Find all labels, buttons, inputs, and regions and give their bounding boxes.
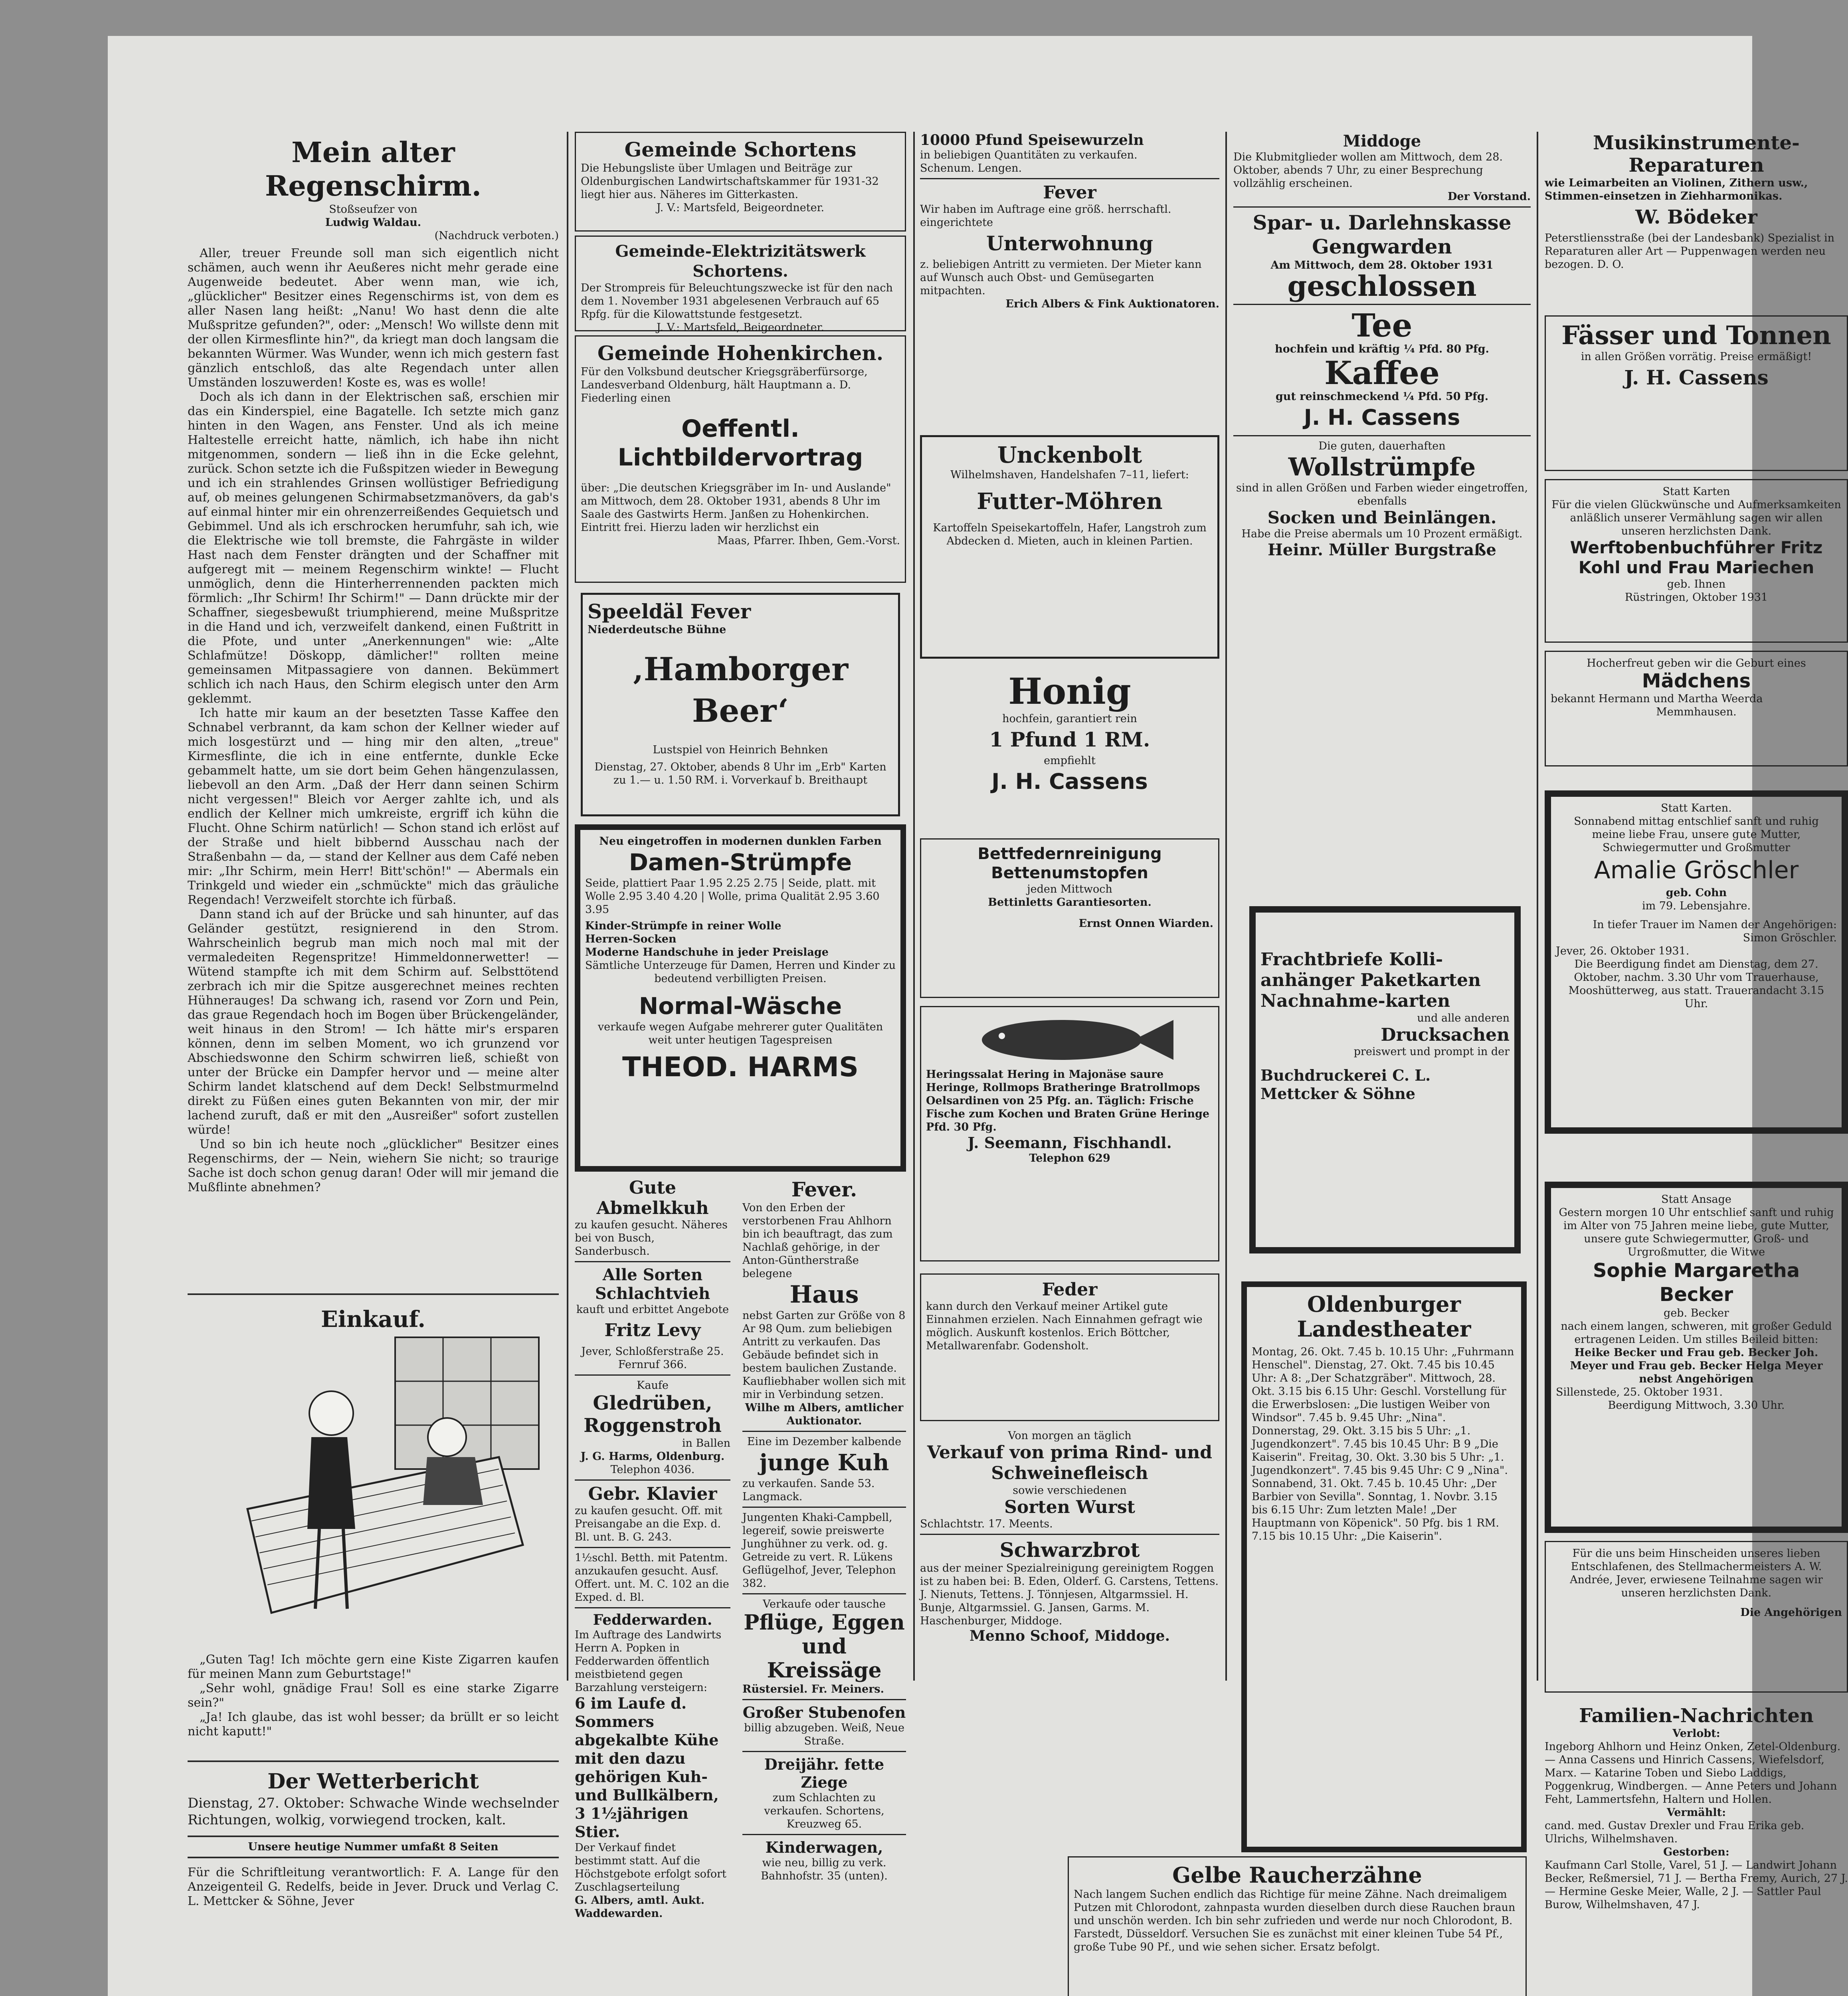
familien-nachrichten: [1545, 1705, 1848, 1911]
ad-title: Musikinstrumente-Reparaturen: [1593, 132, 1800, 176]
ad-text: Die Klubmitglieder wollen am Mittwoch, dem 28. Oktober, abends 7 Uhr, zu einer Besprechung vollzählig erscheinen.: [1233, 151, 1503, 190]
cartoon-illustration: [188, 1337, 559, 1649]
small-ads-column-2a: [575, 1178, 730, 1920]
ad-text: Die Hebungsliste über Umlagen und Beiträge zur Oldenburgischen Landwirtschaftskammer für 1931-32 liegt hier aus. Näheres im Gitterkasten.: [581, 162, 879, 201]
article-note: (Nachdruck verboten.): [434, 230, 559, 242]
weather-text: Dienstag, 27. Oktober: Schwache Winde wechselnder Richtungen, wolkig, vorwiegend trocken, kalt.: [188, 1795, 559, 1828]
cartoon-caption: „Ja! Ich glaube, das ist wohl besser; da brüllt er so leicht nicht kaputt!": [188, 1710, 559, 1739]
ad-todesanzeige-becker: [1545, 1182, 1848, 1533]
ad-title: Fever: [1043, 182, 1096, 203]
ad-text: gut reinschmeckend ¼ Pfd. 50 Pfg.: [1275, 390, 1489, 403]
ad-firm-name: J. H. Cassens: [1624, 366, 1769, 389]
ad-raucherzaehne: [1068, 1856, 1527, 1996]
section-text: Ingeborg Ahlhorn und Heinz Onken, Zetel-Oldenburg. — Anna Cassens und Hinrich Cassens, Wiefelsdorf, Marx. — Katarine Toben und Siebo Laddigs, Poggenkrug, Windbergen. — Anne Peters und Johann Feht, Lammertsfehn, Haltern und Hollen.: [1545, 1741, 1841, 1806]
ad-text: Jungenten Khaki-Campbell, legereif, sowie preiswerte Junghühner zu verk. od. g. Getreide zu vert. R. Lükens Geflügelhof, Jever, Telephon 382.: [742, 1511, 896, 1590]
ad-text: nach einem langen, schweren, mit großer Geduld ertragenen Leiden. Um stilles Beileid bitten:: [1561, 1320, 1832, 1346]
ad-signature: G. Albers, amtl. Aukt. Waddewarden.: [575, 1894, 705, 1920]
ad-headline: Werftobenbuchführer Fritz Kohl und Frau Mariechen: [1570, 538, 1823, 577]
ad-text: Nach langem Suchen endlich das Richtige für meine Zähne. Nach dreimaligem Putzen mit Chlorodont, zahnpasta wurden dieselben durch diese Rauchen braun und unschön werden. Ich bin sehr zufrieden und werde nur noch Chlorodont, B. Farstedt, Düsseldorf. Versuchen Sie es zunächst mit einer kleinen Tube 54 Pf., große Tube 90 Pf., und wie sehen sicher. Ersatz befolgt.: [1074, 1888, 1516, 1953]
ad-headline: Wollstrümpfe: [1288, 452, 1476, 481]
ad-headline: Drucksachen: [1381, 1025, 1510, 1045]
section-subtitle: Verlobt:: [1672, 1727, 1720, 1740]
ad-headline: Honig: [1008, 670, 1131, 713]
ad-text: Wilhelmshaven, Handelshafen 7–11, liefert:: [950, 469, 1189, 481]
ad-text: Sonnabend mittag entschlief sanft und ruhig meine liebe Frau, unsere gute Mutter, Schwiegermutter und Großmutter: [1574, 815, 1819, 854]
ad-firm-name: J. G. Harms, Oldenburg.: [580, 1450, 725, 1463]
section-text: cand. med. Gustav Drexler und Frau Erika geb. Ulrichs, Wilhelmshaven.: [1545, 1820, 1804, 1845]
ad-landestheater: [1241, 1281, 1527, 1852]
newspaper-page: [108, 36, 1848, 1996]
ad-title: Gute Abmelkkuh: [596, 1178, 709, 1218]
ad-text: Kinder-Strümpfe in reiner Wolle Herren-Socken Moderne Handschuhe in jeder Preislage: [585, 920, 829, 958]
ad-headline: Amalie Gröschler: [1594, 856, 1799, 884]
ad-firm-name: Buchdruckerei C. L. Mettcker & Söhne: [1260, 1066, 1431, 1103]
ad-headline: Normal-Wäsche: [639, 992, 842, 1020]
section-subtitle: Vermählt:: [1666, 1806, 1726, 1819]
ad-headline: Unterwohnung: [986, 232, 1153, 255]
ad-text: Jever, 26. Oktober 1931.: [1556, 945, 1690, 957]
ads-column-3b: [920, 1429, 1219, 1644]
ad-text: In tiefer Trauer im Namen der Angehörigen: Simon Gröschler.: [1593, 919, 1837, 944]
ad-text: Statt Karten.: [1661, 802, 1732, 814]
ad-title: Bettfedernreinigung Bettenumstopfen: [977, 845, 1162, 882]
ad-headline: Pflüge, Eggen und Kreissäge: [744, 1610, 905, 1683]
ad-title: Speeldäl Fever: [588, 600, 751, 623]
ad-text: Der Strompreis für Beleuchtungszwecke ist für den nach dem 1. November 1931 abgelesenen Verbrauch auf 65 Rpfg. für die Kilowattstunde festgesetzt.: [581, 282, 893, 321]
ad-text: im 79. Lebensjahre.: [1642, 900, 1751, 912]
ad-gemeinde-schortens: [575, 132, 906, 232]
ad-headline: 6 im Laufe d. Sommers abgekalbte Kühe mit den dazu gehörigen Kuh- und Bullkälbern, 3 1½jährigen Stier.: [575, 1694, 719, 1841]
ad-text: Telephon 4036.: [610, 1463, 695, 1476]
ad-text: Wir haben im Auftrage eine größ. herrschaftl. eingerichtete: [920, 203, 1171, 229]
ad-text: Verkaufe oder tausche: [763, 1598, 886, 1610]
ad-text: Lustspiel von Heinrich Behnken: [653, 744, 828, 756]
ad-drucksachen: [1249, 906, 1521, 1253]
ad-text: Habe die Preise abermals um 10 Prozent ermäßigt.: [1241, 528, 1523, 540]
ad-feder: [920, 1273, 1219, 1421]
ad-text: Hocherfreut geben wir die Geburt eines: [1587, 657, 1806, 669]
ad-text: Statt Ansage: [1661, 1193, 1731, 1206]
ad-firm-name: Menno Schoof, Middoge.: [969, 1628, 1170, 1644]
ad-headline: Mädchens: [1642, 670, 1751, 692]
ad-text: Sillenstede, 25. Oktober 1931.: [1556, 1386, 1723, 1398]
ad-text: Kartoffeln Speisekartoffeln, Hafer, Langstroh zum Abdecken d. Mieten, auch in kleinen Partien.: [933, 522, 1207, 547]
ad-text: Die Beerdigung findet am Dienstag, dem 27. Oktober, nachm. 3.30 Uhr vom Trauerhause, Mooshütterweg, aus statt. Trauerandacht 3.15 Uhr.: [1568, 958, 1824, 1010]
ad-text: Heringssalat Hering in Majonäse saure Heringe, Rollmops Bratheringe Bratrollmops Oelsardinen von 25 Pfg. an. Täglich: Frische Fische zum Kochen und Braten Grüne Heringe Pfd. 30 Pfg.: [926, 1068, 1210, 1133]
column-divider: [913, 132, 915, 1681]
ad-headline: geschlossen: [1287, 269, 1477, 303]
ad-title: Gemeinde Schortens: [624, 138, 857, 161]
ad-text: hochfein, garantiert rein: [1002, 713, 1137, 725]
ad-signature: J. V.: Martsfeld, Beigeordneter.: [656, 321, 825, 334]
ad-headline: Frachtbriefe Kolli-anhänger Paketkarten Nachnahme-karten: [1260, 949, 1481, 1011]
ad-text: hochfein und kräftig ¼ Pfd. 80 Pfg.: [1275, 343, 1489, 355]
ad-title: 10000 Pfund Speisewurzeln: [920, 132, 1144, 149]
ad-speeldaal: [581, 593, 900, 816]
ad-headline: Gledrüben, Roggenstroh: [584, 1392, 722, 1437]
section-divider: [188, 1293, 559, 1295]
ad-text: zum Schlachten zu verkaufen. Schortens, Kreuzweg 65.: [764, 1792, 884, 1830]
ad-text: in allen Größen vorrätig. Preise ermäßigt!: [1581, 350, 1812, 363]
ad-text: Für die uns beim Hinscheiden unseres lieben Entschlafenen, des Stellmachermeisters A. W. Andrée, Jever, erwiesene Teilnahme sagen wir unseren herzlichsten Dank.: [1570, 1547, 1823, 1599]
section-text: Kaufmann Carl Stolle, Varel, 51 J. — Landwirt Johann Becker, Reßmersiel, 71 J. — Bertha Fremy, Aurich, 27 J. — Hermine Geske Meier, Walle, 2 J. — Sattler Paul Burow, Wilhelmshaven, 47 J.: [1545, 1859, 1848, 1911]
ad-price-list: Seide, plattiert Paar 1.95 2.25 2.75 | Seide, platt. mit Wolle 2.95 3.40 4.20 | Wolle, prima Qualität 2.95 3.60 3.95: [585, 877, 880, 916]
ad-text: sind in allen Größen und Farben wieder eingetroffen, ebenfalls: [1236, 482, 1528, 507]
ad-title: Schwarzbrot: [999, 1538, 1140, 1562]
ad-text: Rüstringen, Oktober 1931: [1624, 591, 1768, 604]
ad-text: in Ballen: [682, 1437, 730, 1449]
ad-title: Gemeinde Hohenkirchen.: [597, 341, 884, 365]
ad-danksagung-andree: [1545, 1541, 1848, 1693]
ad-headline: Fässer und Tonnen: [1561, 321, 1831, 350]
ad-text: Der Verkauf findet bestimmt statt. Auf die Höchstgebote erfolgt sofort Zuschlagserteilung: [575, 1842, 726, 1893]
ad-signature: Wilhe m Albers, amtlicher Auktionator.: [745, 1402, 904, 1427]
ad-headline: ‚Hamborger Beer‘: [632, 650, 849, 729]
ad-text: Von morgen an täglich: [1008, 1430, 1132, 1442]
ad-text: Eine im Dezember kalbende: [747, 1436, 902, 1448]
article-title: Mein alter Regenschirm.: [265, 136, 481, 202]
pages-notice: Unsere heutige Nummer umfaßt 8 Seiten: [248, 1841, 499, 1853]
ad-text: zu verkaufen. Sande 53. Langmack.: [742, 1477, 875, 1503]
cartoon-caption: „Sehr wohl, gnädige Frau! Soll es eine starke Zigarre sein?": [188, 1681, 559, 1710]
ad-firm-name: THEOD. HARMS: [622, 1051, 859, 1083]
ad-text: geb. Cohn: [1666, 887, 1727, 899]
ad-title: Kinderwagen,: [765, 1838, 883, 1856]
ad-headline: Sorten Wurst: [1004, 1497, 1135, 1517]
ad-text: Dienstag, 27. Oktober, abends 8 Uhr im „Erb" Karten zu 1.— u. 1.50 RM. i. Vorverkauf b. Breithaupt: [594, 761, 886, 786]
ad-headline: Futter-Möhren: [977, 488, 1163, 515]
ad-headline: Damen-Strümpfe: [629, 849, 852, 876]
ad-text: Neu eingetroffen in modernen dunklen Farben: [599, 835, 882, 848]
ad-signature: Die Angehörigen: [1740, 1606, 1842, 1619]
ad-text: zu kaufen gesucht. Näheres bei von Busch, Sanderbusch.: [575, 1219, 728, 1257]
ad-text: kann durch den Verkauf meiner Artikel gute Einnahmen erzielen. Nach Einnahmen gefragt wie möglich. Auskunft kostenlos. Erich Böttcher, Metallwarenfabr. Godensholt.: [926, 1300, 1203, 1352]
ad-headline: Kaffee: [1324, 354, 1440, 392]
weather-section: [188, 1768, 559, 1909]
ad-text: Montag, 26. Okt. 7.45 b. 10.15 Uhr: „Fuhrmann Henschel". Dienstag, 27. Okt. 7.45 bis 10.45 Uhr: A 8: „Der Schatzgräber". Mittwoch, 28. Okt. 3.15 bis 6.15 Uhr: Geschl. Vorstellung für die Erwerbslosen: „Die lustigen Weiber von Windsor". 7.45 b. 9.45 Uhr: „Nina". Donnerstag, 29. Okt. 3.15 bis 5 Uhr: „1. Jugendkonzert". 7.45 bis 10.45 Uhr: B 9 „Die Kaiserin". Freitag, 30. Okt. 3.30 bis 5 Uhr: „1. Jugendkonzert". 7.45 bis 9.45 Uhr: C 9 „Nina". Sonnabend, 31. Okt. 7.45 b. 10.45 Uhr: „Der Barbier von Sevilla". Sonntag, 1. Novbr. 3.15 bis 6.15 Uhr: Zum letzten Male! „Der Hauptmann von Köpenick". 50 Pfg. bis 1 RM. 7.15 bis 10.15 Uhr: „Die Kaiserin".: [1252, 1346, 1514, 1543]
column-divider: [1225, 132, 1227, 1681]
ad-signature: Ernst Onnen Wiarden.: [1078, 917, 1213, 930]
cartoon-caption: „Guten Tag! Ich möchte gern eine Kiste Zigarren kaufen für meinen Mann zum Geburtstage!": [188, 1653, 559, 1681]
ad-text: über: „Die deutschen Kriegsgräber im In- und Auslande" am Mittwoch, dem 28. Oktober 1931, abends 8 Uhr im Saale des Gastwirts Herm. Janßen zu Hohenkirchen. Eintritt frei. Hierzu laden wir herzlichst ein: [581, 482, 891, 534]
ad-firm-name: Fritz Levy: [604, 1320, 701, 1341]
ad-title: Großer Stubenofen: [742, 1703, 906, 1721]
ad-title: Gemeinde-Elektrizitätswerk Schortens.: [615, 242, 866, 281]
ad-text: Statt Karten: [1662, 485, 1730, 498]
article-paragraph: Aller, treuer Freunde soll man sich eigentlich nicht schämen, auch wenn ihr Aeußeres nicht mehr gerade eine Augenweide bedeutet. Aber wenn man, wie ich, „glücklicher" Besitzer eines Regenschirms ist, von dem es aller Nasen lang heißt: „Nanu! Wo hast denn die alte Mußspritze gefunden?", oder: „Mensch! Wo willste denn mit der ollen Kirmesflinte hin?", da kriegt man doch langsam die bekannten Würmer. Was Wunder, wenn ich mich gestern fast gänzlich entschloß, das alte Regendach unter allen Umständen loszuwerden! Koste es, was es wolle!: [188, 246, 559, 390]
ad-text: geb. Becker: [1664, 1307, 1729, 1319]
ad-text: jeden Mittwoch: [1027, 883, 1112, 895]
ad-text: Memmhausen.: [1656, 706, 1737, 718]
article-subtitle: Stoßseufzer von: [329, 203, 417, 216]
ad-fischhandel: [920, 1006, 1219, 1261]
article-column: [188, 136, 559, 1195]
ad-signature: Der Vorstand.: [1448, 190, 1531, 203]
ad-signature: Schlachtstr. 17. Meents.: [920, 1518, 1053, 1530]
ad-text: Gestern morgen 10 Uhr entschlief sanft und ruhig im Alter von 75 Jahren meine liebe, gute Mutter, unsere gute Schwiegermutter, Groß- und Urgroßmutter, die Witwe: [1559, 1206, 1834, 1258]
ad-elektrizitaetswerk: [575, 236, 906, 334]
ad-text: verkaufe wegen Aufgabe mehrerer guter Qualitäten weit unter heutigen Tagespreisen: [598, 1021, 883, 1046]
small-ads-column-2b: [742, 1178, 906, 1883]
ad-title: Fever.: [791, 1178, 857, 1201]
ad-signature: Erich Albers & Fink Auktionatoren.: [1005, 298, 1219, 310]
section-title: Familien-Nachrichten: [1579, 1705, 1814, 1727]
ad-text: in beliebigen Quantitäten zu verkaufen.: [920, 149, 1138, 161]
ad-headline: Oeffentl. Lichtbildervortrag: [617, 415, 863, 471]
ad-firm-name: J. H. Cassens: [991, 769, 1148, 794]
ad-signature: Schenum. Lengen.: [920, 162, 1022, 174]
ad-text: aus der meiner Spezialreinigung gereinigtem Roggen ist zu haben bei: B. Eden, Olderf. G. Carstens, Tettens. J. Nienuts, Tettens. J. Tönnjesen, Altgarmssiel. H. Bunje, Altgarmssiel. G. Jansen, Garms. M. Haschenburger, Middoge.: [920, 1562, 1219, 1627]
article-author: Ludwig Waldau.: [325, 216, 421, 229]
ad-firm-name: J. Seemann, Fischhandl.: [968, 1134, 1172, 1152]
ad-todesanzeige-groeschler: [1545, 790, 1848, 1134]
ad-headline: Haus: [789, 1281, 859, 1309]
ad-text: Sämtliche Unterzeuge für Damen, Herren und Kinder zu bedeutend verbilligten Preisen.: [585, 959, 896, 985]
ad-headline: Verkauf von prima Rind- und Schweinefleisch: [927, 1442, 1213, 1483]
ad-text: Kaufe: [637, 1379, 669, 1392]
ad-geburt: [1545, 651, 1848, 766]
section-subtitle: Gestorben:: [1663, 1846, 1729, 1858]
ad-title: Gebr. Klavier: [588, 1484, 717, 1504]
ad-text: Im Auftrage des Landwirts Herrn A. Popken in Fedderwarden öffentlich meistbietend gegen Barzahlung versteigern:: [575, 1629, 722, 1694]
ad-text: 1½schl. Betth. mit Patentm. anzukaufen gesucht. Ausf. Offert. unt. M. C. 102 an die Exped. d. Bl.: [575, 1552, 729, 1604]
ad-text: bekannt Hermann und Martha Weerda: [1551, 693, 1763, 705]
ad-text: Beerdigung Mittwoch, 3.30 Uhr.: [1608, 1399, 1785, 1412]
fish-icon: [926, 1012, 1213, 1068]
imprint: Für die Schriftleitung verantwortlich: F. A. Lange für den Anzeigenteil G. Redelfs, beide in Jever. Druck und Verlag C. L. Mettcker & Söhne, Jever: [188, 1865, 559, 1908]
ad-text: nebst Garten zur Größe von 8 Ar 98 Qum. zum beliebigen Antritt zu verkaufen. Das Gebäude befindet sich in bestem baulichen Zustande. Kaufliebhaber wollen sich mit mir in Verbindung setzen.: [742, 1309, 906, 1401]
ad-price: 1 Pfund 1 RM.: [989, 728, 1150, 751]
ad-text: preiswert und prompt in der: [1353, 1046, 1510, 1058]
ad-title: Feder: [1042, 1279, 1098, 1300]
ad-text: Von den Erben der verstorbenen Frau Ahlhorn bin ich beauftragt, das zum Nachlaß gehörige, in der Anton-Güntherstraße belegene: [742, 1202, 893, 1280]
column-divider: [567, 132, 568, 1681]
ad-title: Fedderwarden.: [593, 1612, 712, 1628]
ad-text: geb. Ihnen: [1667, 578, 1726, 590]
ad-firm-name: J. H. Cassens: [1304, 405, 1460, 430]
cartoon-section: [188, 1305, 559, 1739]
ad-text: billig abzugeben. Weiß, Neue Straße.: [744, 1722, 905, 1747]
ad-subtitle: Niederdeutsche Bühne: [588, 624, 726, 636]
ad-honig: [920, 671, 1219, 796]
ad-text: Heike Becker und Frau geb. Becker Joh. Meyer und Frau geb. Becker Helga Meyer nebst Angehörigen: [1570, 1347, 1823, 1385]
ad-faesser: [1545, 315, 1848, 471]
ad-text: Die guten, dauerhaften: [1318, 440, 1446, 452]
ad-text: wie Leimarbeiten an Violinen, Zithern usw., Stimmen-einsetzen in Ziehharmonikas.: [1545, 177, 1808, 202]
ad-text: Telephon 629: [1029, 1152, 1110, 1164]
ad-title: Alle Sorten Schlachtvieh: [595, 1265, 710, 1303]
article-paragraph: Dann stand ich auf der Brücke und sah hinunter, auf das Geländer gestützt, resignierend in den Strom. Wahrscheinlich begrub man mich noch mal mit der vermaledeiten Regenspritze! Himmeldonnerwetter! — Wütend stampfte ich mit dem Schirm auf. Selbsttötend zerbrach ich mir die Spitze ausgerechnet meines rechten Hühnerauges! Da schwang ich, rasend vor Zorn und Pein, das graue Regendach hoch im Bogen über Brückengeländer, weit hinaus in den Strom! — Ich hätte mir's ersparen können, denn im selben Moment, wo ich grunzend vor Abschiedswonne den Schirm schwirren ließ, schießt von unter der Brücke ein Dampfer hervor und — meine alter Schirm landet klatschend auf dem Deck! Selbstmurmelnd direkt zu Füßen eines guten Bekannten von mir, der mir lachend zuruft, daß er mit den „Ausreißer" sofort zustellen würde!: [188, 907, 559, 1137]
ads-column-5: [1545, 132, 1848, 271]
ad-signature: J. V.: Martsfeld, Beigeordneter.: [656, 202, 825, 214]
ad-text: Jever, Schloßferstraße 25. Fernruf 366.: [581, 1345, 724, 1371]
ad-text: sowie verschiedenen: [1013, 1484, 1127, 1497]
ad-text: kauft und erbittet Angebote: [576, 1303, 729, 1316]
ad-title: Unckenbolt: [997, 442, 1142, 468]
column-divider: [1537, 132, 1538, 1681]
ad-danksagung-kohl: [1545, 479, 1848, 643]
cartoon-title: Einkauf.: [321, 1306, 426, 1333]
ad-text: Bettinletts Garantiesorten.: [988, 896, 1152, 909]
ad-text: Für den Volksbund deutscher Kriegsgräberfürsorge, Landesverband Oldenburg, hält Hauptmann a. D. Fiederling einen: [581, 366, 868, 404]
ad-signature: Maas, Pfarrer. Ihben, Gem.-Vorst.: [717, 535, 900, 547]
ad-firm-name: W. Bödeker: [1635, 206, 1757, 228]
article-paragraph: Ich hatte mir kaum an der besetzten Tasse Kaffee den Schnabel verbrannt, da kam schon der Kellner wieder auf mich losgestürzt und — hing mir den alten, „treue" Kirmesflinte, die ich in eine entfernte, dunkle Ecke gebammelt hatte, um sie dort beim Gehen hängenzulassen, liebevoll an den Arm. „Daß der Herr dann seinen Schirm nicht vergessen!" Bleich vor Aerger zahlte ich, und als endlich der Kellner mich umkreiste, ergriff ich kühn die Flucht. Ohne Schirm natürlich! — Schon stand ich erlöst auf der Straße und hielt bibbernd Ausschau nach der Straßenbahn — da, — stand der Kellner aus dem Café neben mir: „Ihr Schirm, mein Herr! Bitt'schön!" — Abermals ein Trinkgeld und wieder ein „schmückte" mich das gräuliche Regendach! Verzweifelt storchte ich fürbaß.: [188, 706, 559, 907]
ad-text: z. beliebigen Antritt zu vermieten. Der Mieter kann auf Wunsch auch Obst- und Gemüsegarten mitpachten.: [920, 258, 1202, 297]
article-paragraph: Und so bin ich heute noch „glücklicher" Besitzer eines Regenschirms, der — Nein, wiehern Sie nicht; so traurige Sache ist doch schon genug daran! Oder will mir jemand die Mußflinte abnehmen?: [188, 1137, 559, 1194]
ad-bettfedern: [920, 838, 1219, 998]
ad-unckenbolt: [920, 435, 1219, 659]
ad-title: Gelbe Raucherzähne: [1172, 1862, 1422, 1888]
ad-text: und alle anderen: [1417, 1012, 1510, 1024]
ad-text: wie neu, billig zu verk. Bahnhofstr. 35 (unten).: [761, 1857, 888, 1882]
ad-theod-harms: [575, 824, 906, 1172]
ad-title: Oldenburger Landestheater: [1297, 1291, 1471, 1342]
ad-signature: Rüstersiel. Fr. Meiners.: [742, 1683, 884, 1695]
weather-title: Der Wetterbericht: [267, 1769, 479, 1794]
ad-headline: Tee: [1351, 307, 1413, 344]
ad-headline: Spar- u. Darlehnskasse Gengwarden: [1252, 211, 1512, 258]
ads-column-3: [920, 132, 1219, 311]
ad-text: Peterstliensstraße (bei der Landesbank) Spezialist in Reparaturen aller Art — Puppenwagen werden neu bezogen. D. O.: [1545, 232, 1835, 271]
article-paragraph: Doch als ich dann in der Elektrischen saß, erschien mir das ein Kinderspiel, eine Bagatelle. Ich setzte mich ganz hinten in den Wagen, ans Fenster. Und als ich meine Haltestelle erreicht hatte, nämlich, ich habe ihn nicht mitgenommen, sondern — ließ ihn in die Ecke gelehnt, zurück. Schon setzte ich die Fußspitzen wieder in Bewegung und ich ein strahlendes Grinsen wollüstiger Befriedigung auf, ob meines gelungenen Schirmabsetzmanövers, da gab's auf einmal hinter mir ein ohrenzerreißendes Gequietsch und Gebimmel. Und als ich erschrocken herumfuhr, sah ich, wie die Elektrische wie toll bremste, die Fahrgäste in wilder Hast nach dem Fenster drängten und der Schaffner mit aufgeregt mit — meinem Regenschirm winkte! — Flucht unmöglich, denn die Hinterherrennenden packten mich förmlich: „Ihr Schirm! Ihr Schirm!" — Dann drückte mir der Schaffner, siegesbewußt triumphierend, meine Mußspritze in die Hand und ich, verzweifelt dankend, einen Fußtritt in die Pfote, und unter „Anerkennungen" wie: „Alte Schlafmütze! Döskopp, dämlicher!" rollten meine gemeinsamen Mitpassagiere von dannen. Bekümmert schlich ich nach Haus, den Schirm elegisch unter den Arm geklemmt.: [188, 390, 559, 706]
ad-text: zu kaufen gesucht. Off. mit Preisangabe an die Exp. d. Bl. unt. B. G. 243.: [575, 1505, 722, 1543]
ad-headline: Sophie Margaretha Becker: [1593, 1259, 1800, 1306]
ad-text: Für die vielen Glückwünsche und Aufmerksamkeiten anläßlich unserer Vermählung sagen wir allen unseren herzlichsten Dank.: [1551, 499, 1841, 537]
ad-headline: junge Kuh: [759, 1449, 889, 1476]
section-divider: [188, 1760, 559, 1762]
ad-text: empfiehlt: [1044, 754, 1096, 767]
section-divider: [188, 1857, 559, 1858]
ad-text: Am Mittwoch, dem 28. Oktober 1931: [1270, 259, 1494, 271]
ad-title: Middoge: [1343, 132, 1421, 150]
ad-headline: Socken und Beinlängen.: [1267, 508, 1497, 527]
ad-title: Dreijähr. fette Ziege: [764, 1755, 884, 1791]
ad-hohenkirchen: [575, 335, 906, 583]
section-divider: [188, 1836, 559, 1837]
ad-firm-name: Heinr. Müller Burgstraße: [1268, 541, 1496, 559]
ads-column-4: [1233, 132, 1531, 559]
